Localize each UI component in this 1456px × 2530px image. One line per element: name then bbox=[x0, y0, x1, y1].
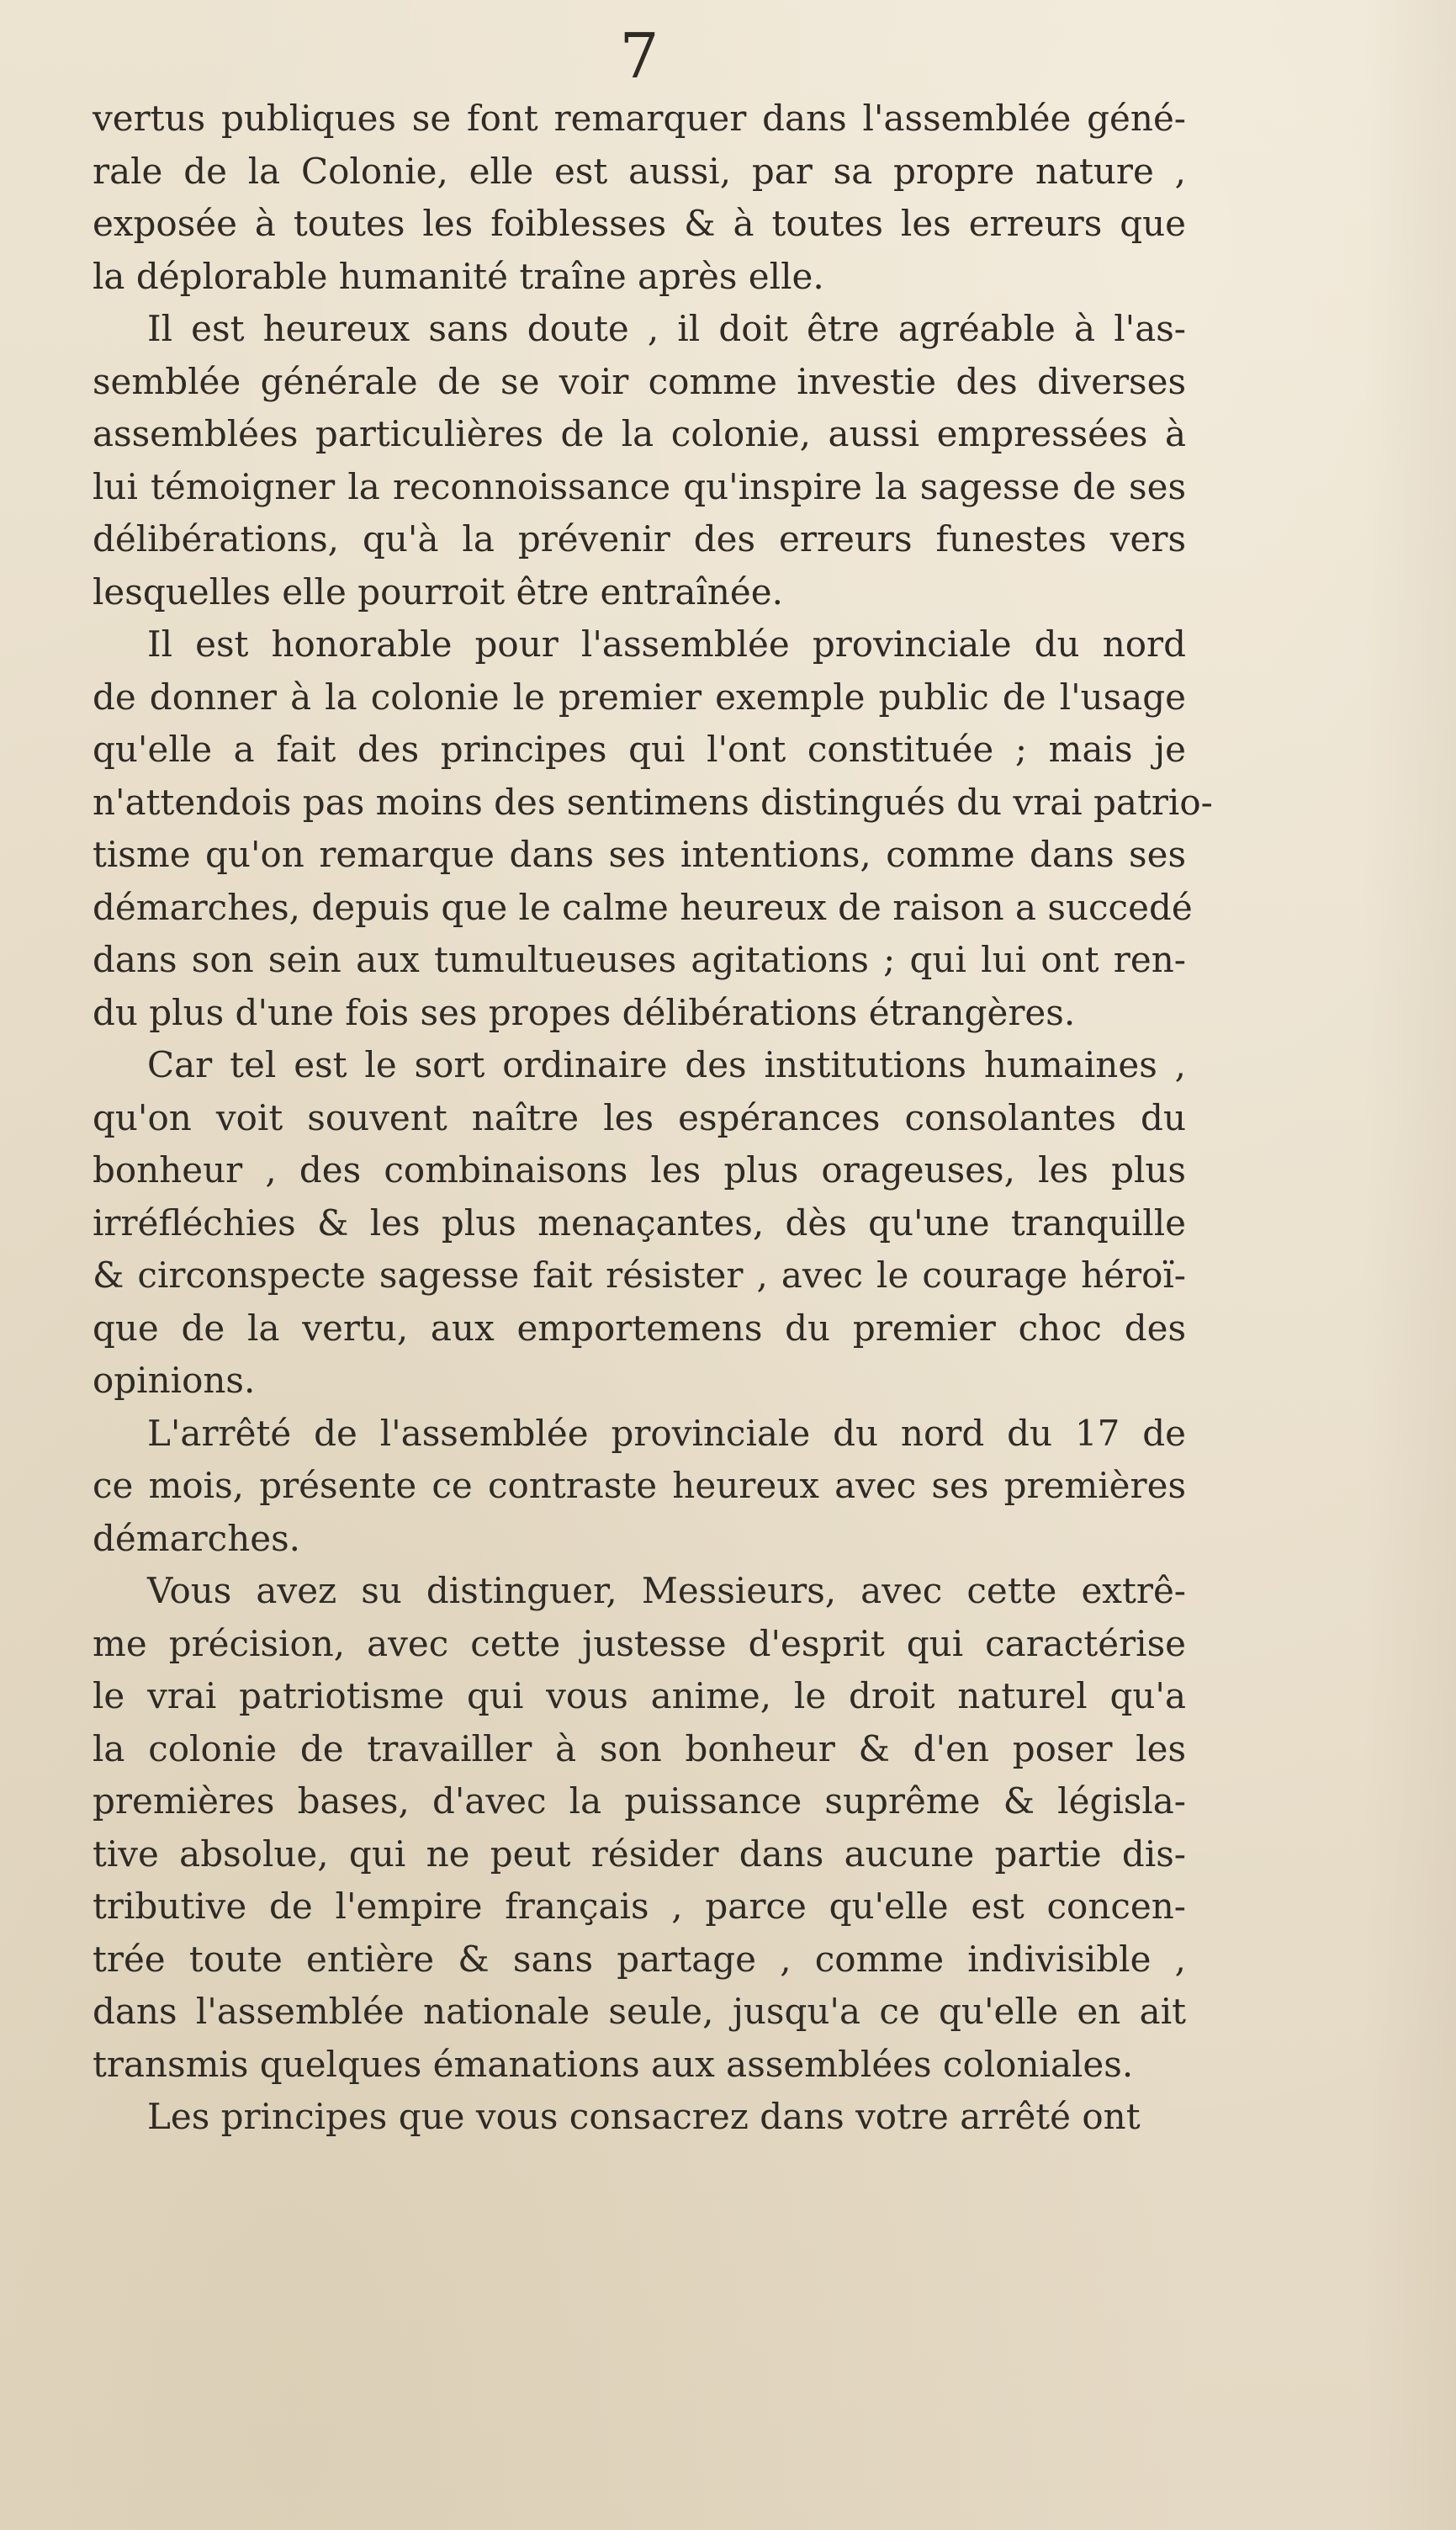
text-line: le vrai patriotisme qui vous anime, le droit naturel qu'a bbox=[93, 1675, 1186, 1716]
paragraph bbox=[93, 1039, 1186, 1408]
text-line: rale de la Colonie, elle est aussi, par sa propre nature , bbox=[93, 150, 1186, 192]
text-line: exposée à toutes les foiblesses & à toutes les erreurs que bbox=[93, 203, 1186, 244]
text-line: lesquelles elle pourroit être entraînée. bbox=[93, 570, 783, 613]
text-line: dans son sein aux tumultueuses agitations ; qui lui ont ren- bbox=[93, 939, 1186, 980]
paragraph bbox=[93, 1408, 1186, 1566]
text-line: Les principes que vous consacrez dans votre arrêté ont bbox=[147, 2096, 1141, 2137]
text-line: irréfléchies & les plus menaçantes, dès qu'une tranquille bbox=[93, 1201, 1186, 1244]
text-line: que de la vertu, aux emportemens du premier choc des bbox=[93, 1307, 1186, 1349]
paragraph bbox=[93, 1565, 1186, 2091]
body-text bbox=[93, 93, 1213, 2144]
text-line: qu'elle a fait des principes qui l'ont constituée ; mais je bbox=[93, 729, 1186, 770]
text-line: transmis quelques émanations aux assemblées coloniales. bbox=[93, 2043, 1134, 2085]
text-line: & circonspecte sagesse fait résister , avec le courage héroï- bbox=[93, 1254, 1186, 1296]
text-line: me précision, avec cette justesse d'esprit qui caractérise bbox=[93, 1622, 1186, 1664]
paper-edge-shade bbox=[1363, 0, 1456, 2530]
text-line: n'attendois pas moins des sentimens distingués du vrai patrio- bbox=[93, 781, 1213, 823]
text-line: du plus d'une fois ses propes délibérations étrangères. bbox=[93, 991, 1076, 1033]
text-line: qu'on voit souvent naître les espérances consolantes du bbox=[93, 1096, 1186, 1138]
text-line: lui témoigner la reconnoissance qu'inspire la sagesse de ses bbox=[93, 465, 1186, 507]
text-line: dans l'assemblée nationale seule, jusqu'a ce qu'elle en ait bbox=[93, 1991, 1186, 2032]
paragraph bbox=[93, 303, 1186, 618]
text-line: Il est honorable pour l'assemblée provinciale du nord bbox=[147, 623, 1186, 665]
text-line: Il est heureux sans doute , il doit être agréable à l'as- bbox=[147, 308, 1186, 349]
text-line: premières bases, d'avec la puissance suprême & législa- bbox=[93, 1780, 1186, 1822]
text-line: la déplorable humanité traîne après elle. bbox=[93, 255, 824, 297]
text-line: délibérations, qu'à la prévenir des erreurs funestes vers bbox=[93, 518, 1186, 560]
text-line: L'arrêté de l'assemblée provinciale du nord du 17 de bbox=[147, 1412, 1186, 1454]
text-line: la colonie de travailler à son bonheur & d'en poser les bbox=[93, 1727, 1186, 1769]
text-line: Vous avez su distinguer, Messieurs, avec cette extrê- bbox=[147, 1570, 1186, 1611]
text-line: assemblées particulières de la colonie, aussi empressées à bbox=[93, 413, 1186, 454]
paragraph bbox=[93, 93, 1186, 303]
text-line: démarches. bbox=[93, 1517, 301, 1559]
text-line: bonheur , des combinaisons les plus orageuses, les plus bbox=[93, 1149, 1186, 1191]
text-line: démarches, depuis que le calme heureux de raison a succedé bbox=[93, 886, 1193, 928]
text-line: tisme qu'on remarque dans ses intentions, comme dans ses bbox=[93, 834, 1186, 875]
text-line: tributive de l'empire français , parce qu'elle est concen- bbox=[93, 1886, 1186, 1927]
paragraph bbox=[93, 2091, 1186, 2144]
page-number: 7 bbox=[619, 20, 659, 93]
text-line: trée toute entière & sans partage , comme indivisible , bbox=[93, 1938, 1186, 1980]
paragraph bbox=[93, 618, 1213, 1039]
text-line: vertus publiques se font remarquer dans l'assemblée géné- bbox=[93, 98, 1186, 139]
text-line: semblée générale de se voir comme investie des diverses bbox=[93, 360, 1186, 402]
text-line: ce mois, présente ce contraste heureux avec ses premières bbox=[93, 1465, 1186, 1506]
text-line: Car tel est le sort ordinaire des institutions humaines , bbox=[147, 1044, 1186, 1085]
text-line: opinions. bbox=[93, 1360, 256, 1401]
text-line: tive absolue, qui ne peut résider dans aucune partie dis- bbox=[93, 1833, 1186, 1875]
text-line: de donner à la colonie le premier exemple public de l'usage bbox=[93, 676, 1186, 718]
